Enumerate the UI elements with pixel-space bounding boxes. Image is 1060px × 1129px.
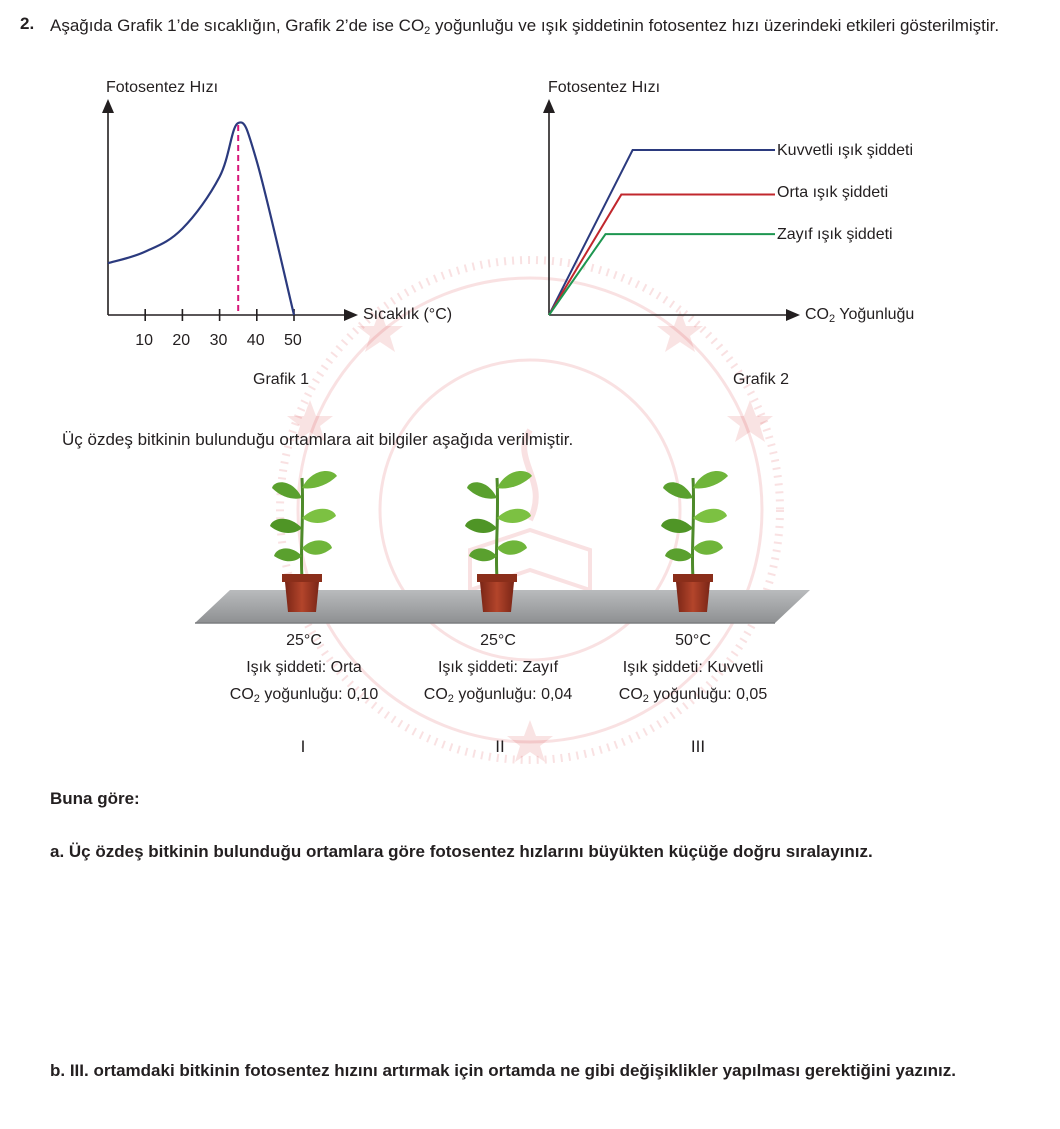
roman-iii: III xyxy=(690,737,706,756)
graph1-tick-label-40: 40 xyxy=(246,332,265,349)
env-i-co2: $CO_2$ yoğunluğu: 0,10 xyxy=(229,686,379,705)
graph2-series-strong xyxy=(549,150,775,315)
env-ii-temp: 25°C xyxy=(480,632,516,649)
graph2-chart xyxy=(530,95,810,330)
env-iii-temp: 50°C xyxy=(675,632,711,649)
env-iii-co2: $CO_2$ yoğunluğu: 0,05 xyxy=(618,686,768,705)
graph1-tick-label-10: 10 xyxy=(135,332,153,349)
graph1-x-arrow xyxy=(344,309,358,321)
graph1-tick-label-20: 20 xyxy=(172,332,191,349)
graph1-y-arrow xyxy=(102,99,114,113)
graph1-xlabel: Sıcaklık (°C) xyxy=(363,306,453,323)
graph1-caption: Grafik 1 xyxy=(253,371,310,388)
graph2-legend-weak: Zayıf ışık şiddeti xyxy=(777,226,893,243)
graph1-ylabel: Fotosentez Hızı xyxy=(106,79,219,96)
question-number: 2. xyxy=(20,14,35,33)
graph2-y-arrow xyxy=(543,99,555,113)
part-b-question: b. III. ortamdaki bitkinin fotosentez hızını artırmak için ortamda ne gibi değişiklikler yapılması gerektiğini yazınız. xyxy=(50,1061,956,1080)
plants-illustration xyxy=(190,465,815,630)
graph2-legend-medium: Orta ışık şiddeti xyxy=(777,184,889,201)
graph2-series-medium xyxy=(549,195,775,315)
graph2-legend-strong: Kuvvetli ışık şiddeti xyxy=(777,142,914,159)
roman-i: I xyxy=(300,737,306,756)
question-text: Aşağıda Grafik 1’de sıcaklığın, Grafik 2’de ise $CO_2$ yoğunluğu ve ışık şiddetinin fotosentez hızı üzerindeki etkileri gösterilmiştir. xyxy=(50,16,1000,37)
graph2-x-arrow xyxy=(786,309,800,321)
part-a-question: a. Üç özdeş bitkinin bulunduğu ortamlara göre fotosentez hızlarını büyükten küçüğe doğru sıralayınız. xyxy=(50,842,873,861)
env-i-temp: 25°C xyxy=(286,632,322,649)
env-ii-light: Işık şiddeti: Zayıf xyxy=(437,659,559,676)
environment-iii xyxy=(573,627,813,708)
intro-text: Üç özdeş bitkinin bulunduğu ortamlara ait bilgiler aşağıda verilmiştir. xyxy=(62,430,574,449)
graph1-chart xyxy=(90,95,370,330)
graph2-caption: Grafik 2 xyxy=(733,371,790,388)
graph2-ylabel: Fotosentez Hızı xyxy=(548,79,661,96)
graph1-curve xyxy=(108,122,294,315)
roman-ii: II xyxy=(495,737,505,756)
env-iii-light: Işık şiddeti: Kuvvetli xyxy=(622,659,764,676)
buna-gore: Buna göre: xyxy=(50,789,140,808)
env-i-light: Işık şiddeti: Orta xyxy=(246,659,362,676)
graph1-tick-label-50: 50 xyxy=(284,332,302,349)
graph1-tick-label-30: 30 xyxy=(209,332,228,349)
env-ii-co2: $CO_2$ yoğunluğu: 0,04 xyxy=(423,686,573,705)
graph2-xlabel: $CO_2$ Yoğunluğu xyxy=(805,306,915,325)
